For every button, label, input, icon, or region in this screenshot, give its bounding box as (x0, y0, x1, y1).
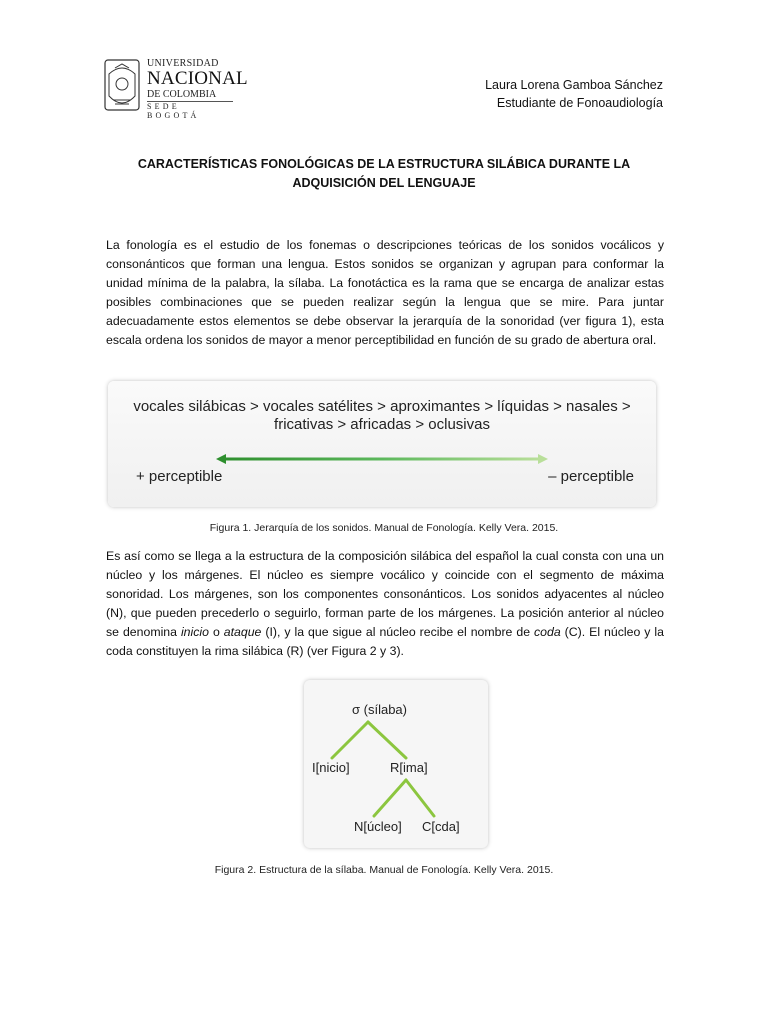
term-ataque: ataque (223, 625, 262, 639)
logo-line-4: SEDE BOGOTÁ (147, 102, 200, 120)
university-seal-icon (103, 56, 141, 114)
paragraph-2-text-3: (I), y la que sigue al núcleo recibe el nombre de (261, 625, 535, 639)
double-arrow-icon (216, 451, 548, 467)
paragraph-2 (106, 547, 664, 661)
less-perceptible-label: – perceptible (548, 468, 634, 485)
tree-node-nucleus: N[úcleo] (354, 819, 402, 834)
author-name: Laura Lorena Gamboa Sánchez (485, 78, 663, 92)
author-role: Estudiante de Fonoaudiología (496, 96, 663, 110)
hierarchy-line-1: vocales silábicas > vocales satélites > aproximantes > líquidas > nasales > (133, 398, 631, 415)
paragraph-1: La fonología es el estudio de los fonemas o descripciones teóricas de los sonidos vocálicos y consonánticos que forman una lengua. Estos sonidos se organizan y agrupan para conformar la unidad mínima de la palabra, la sílaba. La fonotáctica es la rama que se encarga de analizar estas posibles combinaciones que se pueden realizar según la lengua que se mire. Para juntar adecuadamente estos elementos se debe observar la jerarquía de la sonoridad (ver figura 1), esta escala ordena los sonidos de mayor a menor perceptibilidad en función de su grado de abertura oral. (106, 238, 664, 347)
university-logo (103, 56, 248, 120)
figure-1-caption: Figura 1. Jerarquía de los sonidos. Manual de Fonología. Kelly Vera. 2015. (209, 522, 559, 534)
logo-line-3: DE COLOMBIA (147, 89, 217, 100)
figure-1-sonority-hierarchy (108, 381, 656, 507)
document-title: CARACTERÍSTICAS FONOLÓGICAS DE LA ESTRUCTURA SILÁBICA DURANTE LA ADQUISICIÓN DEL LENGUAJE (137, 157, 631, 190)
logo-line-2: NACIONAL (147, 68, 248, 89)
paragraph-2-text-4: (C). El núcleo y la coda constituyen la rima silábica (R) (ver Figura 2 y 3). (106, 625, 664, 658)
tree-node-syllable: σ (sílaba) (352, 702, 407, 717)
term-inicio: inicio (180, 625, 209, 639)
more-perceptible-label: + perceptible (136, 468, 223, 485)
tree-node-coda: C[cda] (422, 819, 460, 834)
term-coda: coda (534, 625, 561, 639)
figure-2-syllable-tree (304, 680, 488, 848)
hierarchy-line-2: fricativas > africadas > oclusivas (274, 416, 490, 433)
author-block (485, 76, 663, 112)
logo-line-1: UNIVERSIDAD (147, 58, 219, 69)
figure-2-caption: Figura 2. Estructura de la sílaba. Manual de Fonología. Kelly Vera. 2015. (214, 864, 554, 876)
tree-node-onset: I[nicio] (312, 760, 350, 775)
tree-node-rhyme: R[ima] (390, 760, 428, 775)
paragraph-2-text-1: Es así como se llega a la estructura de la composición silábica del español la cual consta con una un núcleo y los márgenes. El núcleo es siempre vocálico y coincide con el segmento de máxima sonoridad. Los márgenes, son los componentes consonánticos. Los sonidos adyacentes al núcleo (N), que pueden precederlo o seguirlo, forman parte de los márgenes. La posición anterior al núcleo se denomina (106, 549, 664, 639)
paragraph-2-text-2: o (208, 625, 224, 639)
